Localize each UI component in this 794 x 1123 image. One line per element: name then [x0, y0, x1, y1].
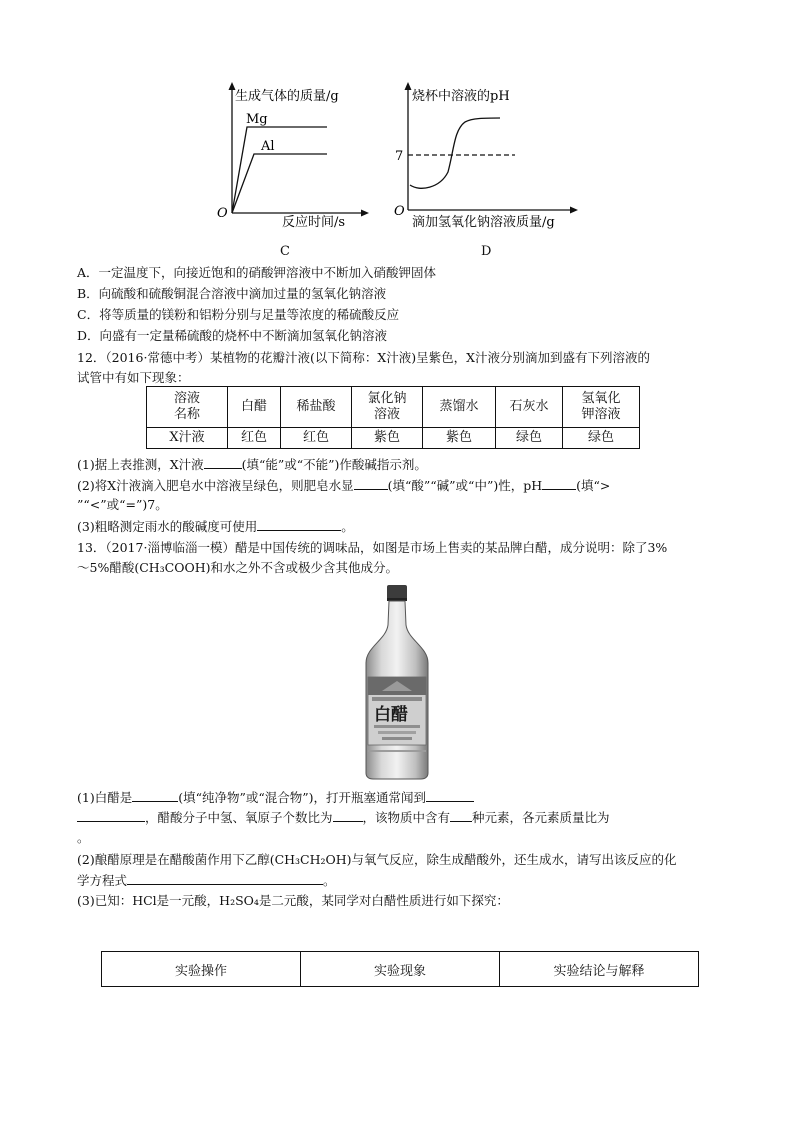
answer-blank[interactable] — [333, 808, 363, 822]
answer-blank[interactable] — [450, 808, 472, 822]
table-header-cell: 实验现象 — [301, 952, 500, 987]
table-cell: 红色 — [228, 428, 281, 449]
graph-d-x-arrow — [570, 207, 578, 214]
graph-d-tick-7: 7 — [395, 149, 404, 164]
bottle-label-text: 白醋 — [374, 705, 408, 725]
graph-c-al-line — [232, 154, 327, 213]
graph-d-y-label: 烧杯中溶液的pH — [412, 89, 510, 104]
graph-d-x-label: 滴加氢氧化钠溶液质量/g — [412, 215, 555, 230]
q12-part2: (2)将X汁液滴入肥皂水中溶液呈绿色，则肥皂水显 (填“酸”“碱”或“中”)性，pH (填“> — [77, 478, 611, 493]
answer-blank[interactable] — [542, 476, 576, 490]
answer-blank[interactable] — [127, 871, 323, 885]
graph-c-x-label: 反应时间/s — [282, 215, 346, 230]
table-header-cell: 溶液 名称 — [147, 387, 228, 428]
answer-blank[interactable] — [426, 788, 474, 802]
option-b: B．向硫酸和硫酸铜混合溶液中滴加过量的氢氧化钠溶液 — [77, 286, 387, 301]
graph-c-origin: O — [217, 206, 228, 221]
graph-c-y-label: 生成气体的质量/g — [235, 89, 339, 104]
q13-part3: (3)已知：HCl是一元酸，H₂SO₄是二元酸，某同学对白醋性质进行如下探究： — [77, 893, 509, 908]
answer-blank[interactable] — [257, 517, 341, 531]
table-header-cell: 氯化钠 溶液 — [352, 387, 423, 428]
q13-part2: (2)酿醋原理是在醋酸菌作用下乙醇(CH₃CH₂OH)与氧气反应，除生成醋酸外，还生成水，请写出该反应的化 — [77, 852, 677, 867]
option-d: D．向盛有一定量稀硫酸的烧杯中不断滴加氢氧化钠溶液 — [77, 328, 388, 343]
q13-part1-end: 。 — [77, 830, 90, 845]
table-cell: 紫色 — [352, 428, 423, 449]
answer-blank[interactable] — [204, 455, 242, 469]
table-header-cell: 实验结论与解释 — [500, 952, 699, 987]
graph-d-ph-curve — [410, 118, 500, 188]
option-c: C．将等质量的镁粉和铝粉分别与足量等浓度的稀硫酸反应 — [77, 307, 400, 322]
graph-d-caption-text: D — [481, 244, 492, 259]
q12-part1: (1)据上表推测，X汁液 (填“能”或“不能”)作酸碱指示剂。 — [77, 457, 427, 472]
answer-blank[interactable] — [132, 788, 178, 802]
table-header-cell: 稀盐酸 — [281, 387, 352, 428]
graph-c-al-label: Al — [261, 139, 275, 154]
graph-d — [390, 80, 585, 245]
q13-part2-cont: 学方程式 。 — [77, 873, 336, 888]
table-header-cell: 白醋 — [228, 387, 281, 428]
table-row — [102, 952, 699, 987]
table-cell: 紫色 — [423, 428, 496, 449]
table-cell: 红色 — [281, 428, 352, 449]
table-header-cell: 氢氧化 钾溶液 — [563, 387, 640, 428]
q13-stem-line1: 13．（2017·淄博临淄一模）醋是中国传统的调味品，如图是市场上售卖的某品牌白醋，成分说明：除了3% — [77, 540, 668, 555]
table-cell: 绿色 — [496, 428, 563, 449]
q12-table — [146, 386, 640, 449]
graph-c — [212, 80, 372, 245]
table-header-cell: 蒸馏水 — [423, 387, 496, 428]
q13-experiment-table — [101, 951, 699, 987]
answer-blank[interactable] — [354, 476, 388, 490]
vinegar-bottle-photo — [362, 585, 432, 780]
table-row — [147, 428, 640, 449]
q12-stem-line1: 12．（2016·常德中考）某植物的花瓣汁液(以下简称：X汁液)呈紫色，X汁液分别滴加到盛有下列溶液的 — [77, 350, 650, 365]
q13-stem-line2: ～5%醋酸(CH₃COOH)和水之外不含或极少含其他成分。 — [77, 560, 399, 575]
graph-c-mg-label: Mg — [246, 112, 268, 127]
table-cell: X汁液 — [147, 428, 228, 449]
graph-d-origin: O — [394, 204, 405, 219]
graph-c-caption-text: C — [280, 244, 290, 259]
q13-part1: (1)白醋是 (填“纯净物”或“混合物”)，打开瓶塞通常闻到 — [77, 788, 474, 807]
q12-part2-cont: ”“<”或“=”)7。 — [77, 497, 168, 512]
graph-c-mg-line — [232, 127, 327, 213]
q12-stem-line2: 试管中有如下现象： — [77, 370, 190, 385]
graph-d-y-arrow — [405, 82, 412, 90]
table-row — [147, 387, 640, 428]
table-header-cell: 实验操作 — [102, 952, 301, 987]
graph-c-x-arrow — [361, 210, 369, 217]
table-cell: 绿色 — [563, 428, 640, 449]
q13-part1-cont: ，醋酸分子中氢、氧原子个数比为 ，该物质中含有 种元素，各元素质量比为 — [77, 808, 610, 827]
table-header-cell: 石灰水 — [496, 387, 563, 428]
option-a: A．一定温度下，向接近饱和的硝酸钾溶液中不断加入硝酸钾固体 — [77, 265, 437, 280]
answer-blank[interactable] — [77, 808, 145, 822]
q12-part3: (3)粗略测定雨水的酸碱度可使用 。 — [77, 519, 354, 534]
